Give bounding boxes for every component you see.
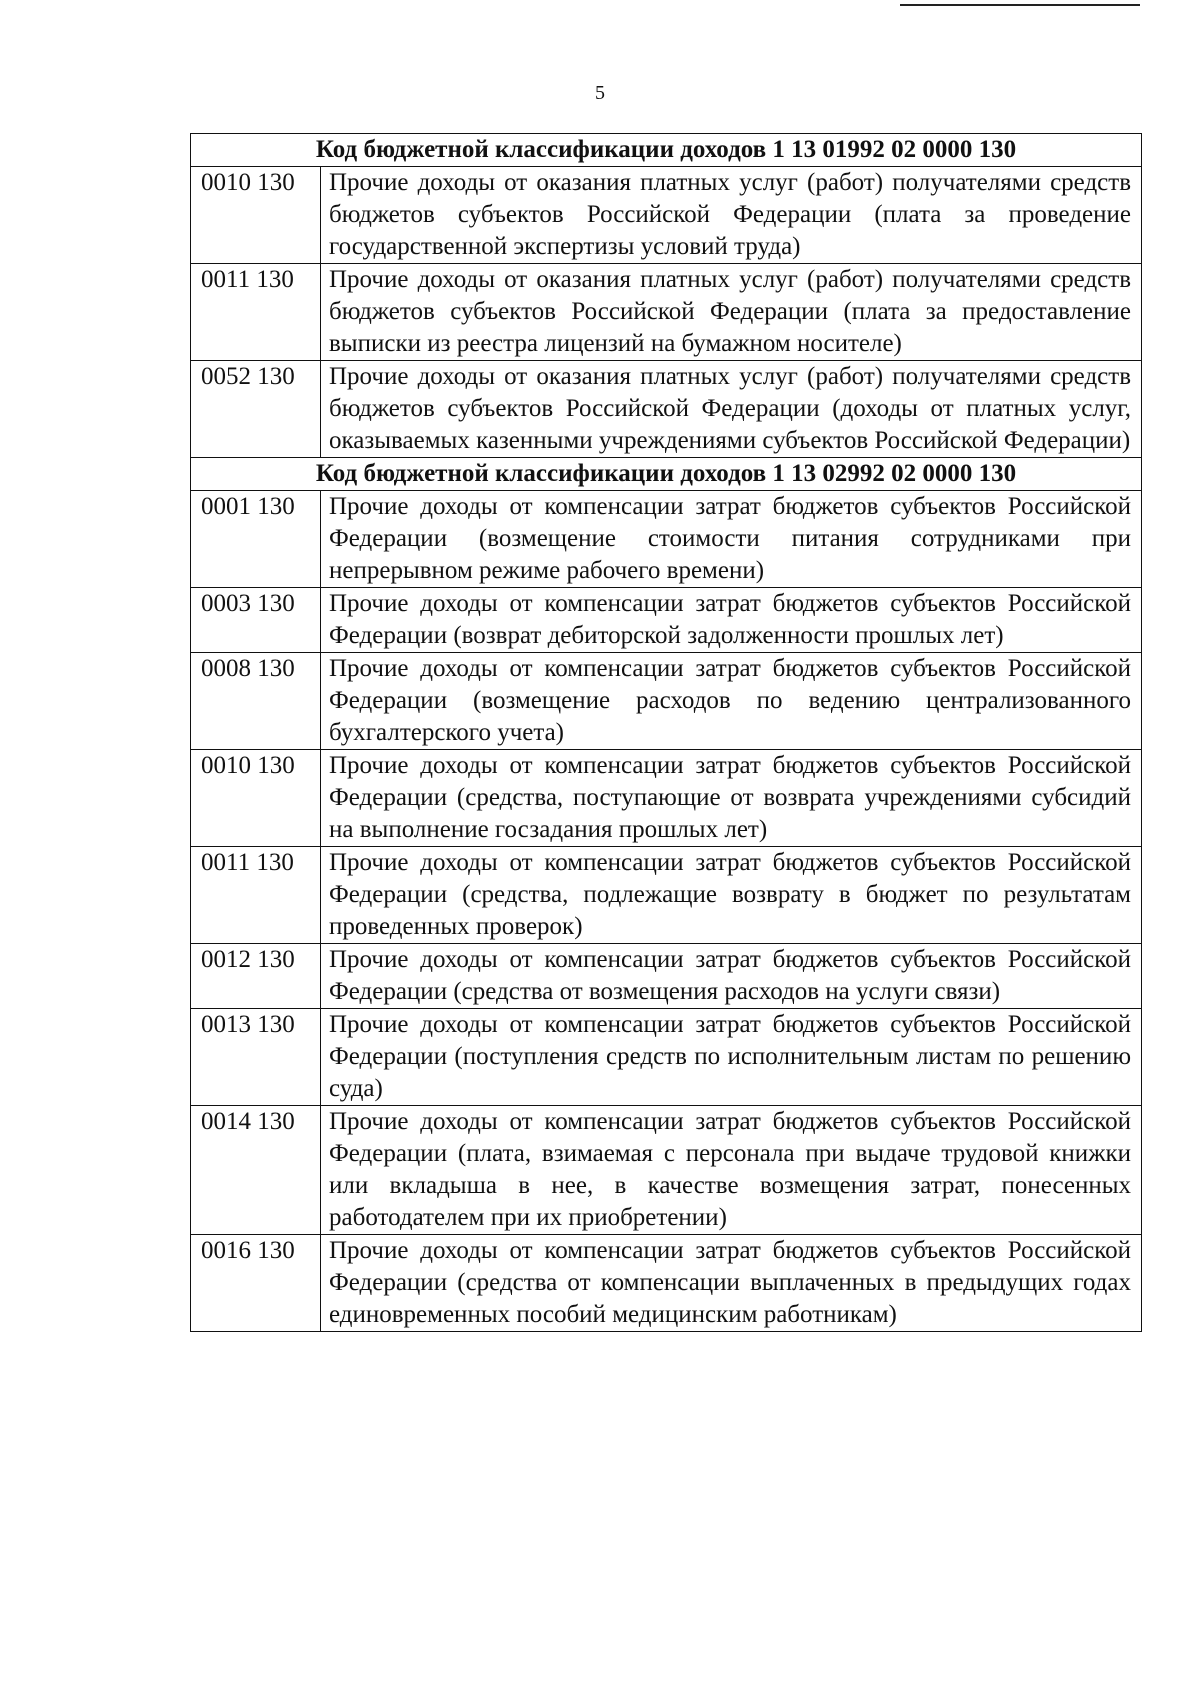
income-description: Прочие доходы от компенсации затрат бюджетов субъектов Российской Федерации (средства, подлежащие возврату в бюджет по результатам проведенных проверок) — [321, 847, 1142, 944]
budget-classification-table — [190, 133, 1142, 1332]
table-row — [191, 167, 1142, 264]
income-code: 0012 130 — [191, 944, 321, 1009]
income-code: 0011 130 — [191, 264, 321, 361]
income-description: Прочие доходы от оказания платных услуг (работ) получателями средств бюджетов субъектов Российской Федерации (плата за предоставление выписки из реестра лицензий на бумажном носителе) — [321, 264, 1142, 361]
income-code: 0008 130 — [191, 653, 321, 750]
income-description: Прочие доходы от оказания платных услуг (работ) получателями средств бюджетов субъектов Российской Федерации (плата за проведение государственной экспертизы условий труда) — [321, 167, 1142, 264]
table-row — [191, 653, 1142, 750]
table-row — [191, 264, 1142, 361]
income-description: Прочие доходы от оказания платных услуг (работ) получателями средств бюджетов субъектов Российской Федерации (доходы от платных услуг, оказываемых казенными учреждениями субъектов Российской Федерации) — [321, 361, 1142, 458]
section-heading: Код бюджетной классификации доходов 1 13 01992 02 0000 130 — [191, 134, 1142, 167]
income-description: Прочие доходы от компенсации затрат бюджетов субъектов Российской Федерации (плата, взимаемая с персонала при выдаче трудовой книжки или вкладыша в нее, в качестве возмещения затрат, понесенных работодателем при их приобретении) — [321, 1106, 1142, 1235]
income-description: Прочие доходы от компенсации затрат бюджетов субъектов Российской Федерации (возмещение расходов по ведению централизованного бухгалтерского учета) — [321, 653, 1142, 750]
section-header-row — [191, 458, 1142, 491]
income-code: 0016 130 — [191, 1235, 321, 1332]
income-description: Прочие доходы от компенсации затрат бюджетов субъектов Российской Федерации (поступления средств по исполнительным листам по решению суда) — [321, 1009, 1142, 1106]
table-row — [191, 588, 1142, 653]
table-row — [191, 491, 1142, 588]
table-row — [191, 944, 1142, 1009]
income-code: 0013 130 — [191, 1009, 321, 1106]
income-description: Прочие доходы от компенсации затрат бюджетов субъектов Российской Федерации (средства, поступающие от возврата учреждениями субсидий на выполнение госзадания прошлых лет) — [321, 750, 1142, 847]
income-description: Прочие доходы от компенсации затрат бюджетов субъектов Российской Федерации (средства от компенсации выплаченных в предыдущих годах единовременных пособий медицинским работникам) — [321, 1235, 1142, 1332]
table-row — [191, 1106, 1142, 1235]
table-row — [191, 750, 1142, 847]
income-description: Прочие доходы от компенсации затрат бюджетов субъектов Российской Федерации (возврат дебиторской задолженности прошлых лет) — [321, 588, 1142, 653]
income-code: 0001 130 — [191, 491, 321, 588]
table-row — [191, 1009, 1142, 1106]
top-rule — [900, 4, 1140, 6]
income-code: 0003 130 — [191, 588, 321, 653]
table-row — [191, 361, 1142, 458]
income-code: 0014 130 — [191, 1106, 321, 1235]
table-row — [191, 1235, 1142, 1332]
page-number: 5 — [595, 82, 605, 104]
income-description: Прочие доходы от компенсации затрат бюджетов субъектов Российской Федерации (возмещение стоимости питания сотрудниками при непрерывном режиме рабочего времени) — [321, 491, 1142, 588]
income-description: Прочие доходы от компенсации затрат бюджетов субъектов Российской Федерации (средства от возмещения расходов на услуги связи) — [321, 944, 1142, 1009]
income-code: 0010 130 — [191, 750, 321, 847]
income-code: 0052 130 — [191, 361, 321, 458]
section-header-row — [191, 134, 1142, 167]
income-code: 0011 130 — [191, 847, 321, 944]
income-code: 0010 130 — [191, 167, 321, 264]
section-heading: Код бюджетной классификации доходов 1 13 02992 02 0000 130 — [191, 458, 1142, 491]
table-row — [191, 847, 1142, 944]
